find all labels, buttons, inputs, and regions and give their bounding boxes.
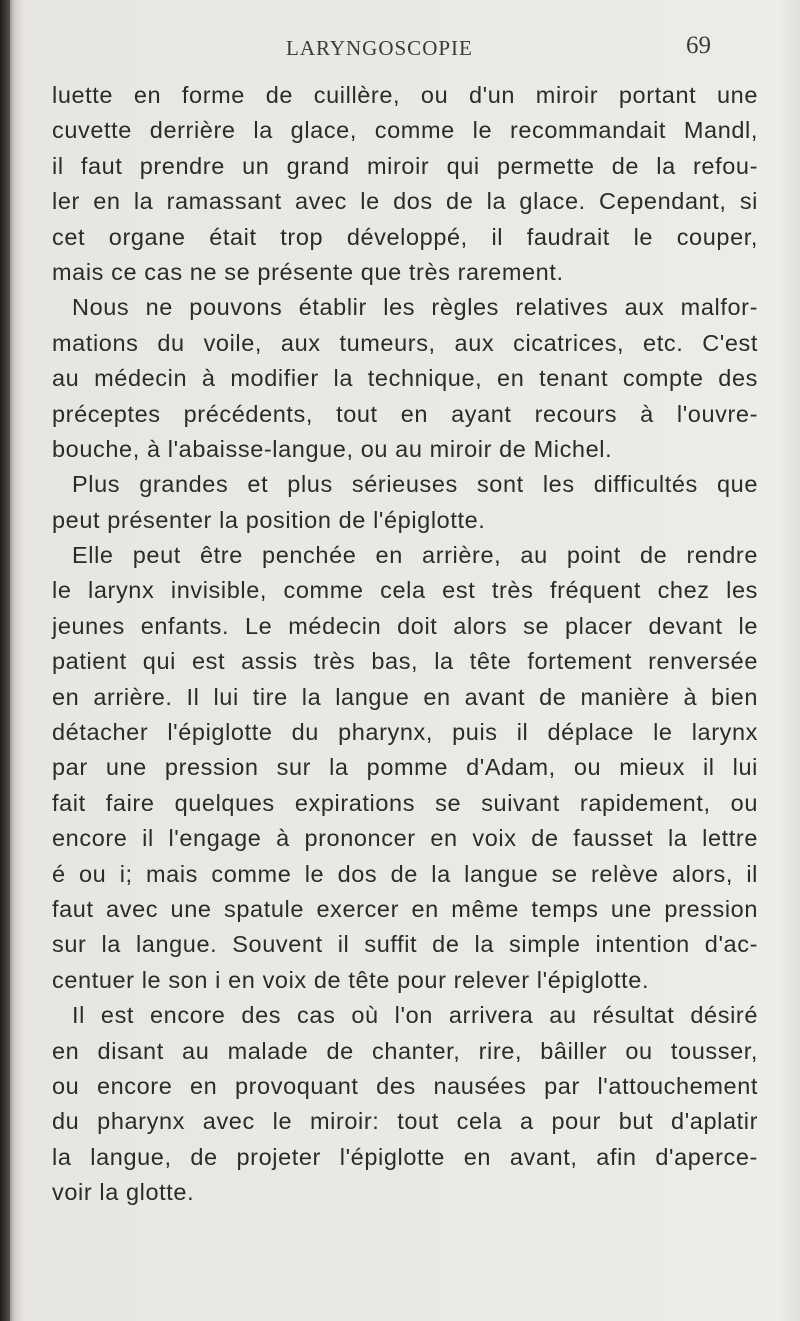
text-line: peut présenter la position de l'épiglotte. — [52, 506, 486, 533]
text-line: mations du voile, aux tumeurs, aux cicatrices, etc. C'est — [52, 329, 758, 356]
text-line: préceptes précédents, tout en ayant recours à l'ouvre- — [52, 400, 758, 427]
binding-edge — [0, 0, 10, 1321]
text-line: en arrière. Il lui tire la langue en avant de manière à bien — [52, 683, 758, 710]
text-line: encore il l'engage à prononcer en voix de fausset la lettre — [52, 825, 758, 852]
text-line: é ou i; mais comme le dos de la langue se relève alors, il — [52, 860, 758, 887]
text-line: ou encore en provoquant des nausées par l'attouchement — [52, 1072, 758, 1099]
text-line: Nous ne pouvons établir les règles relatives aux malfor- — [72, 294, 758, 321]
text-line: du pharynx avec le miroir: tout cela a pour but d'aplatir — [52, 1108, 758, 1135]
text-line: par une pression sur la pomme d'Adam, ou mieux il lui — [52, 754, 758, 781]
running-head: LARYNGOSCOPIE — [286, 36, 473, 60]
body-text — [52, 78, 758, 1211]
text-line: le larynx invisible, comme cela est très fréquent chez les — [52, 577, 758, 604]
text-line: au médecin à modifier la technique, en tenant compte des — [52, 365, 758, 392]
text-line: luette en forme de cuillère, ou d'un miroir portant une — [52, 82, 758, 108]
text-line: ler en la ramassant avec le dos de la glace. Cependant, si — [52, 188, 758, 215]
text-line: fait faire quelques expirations se suivant rapidement, ou — [52, 789, 758, 816]
text-line: Il est encore des cas où l'on arrivera au résultat désiré — [72, 1002, 758, 1029]
text-line: faut avec une spatule exercer en même temps une pression — [52, 895, 758, 922]
text-line: Plus grandes et plus sérieuses sont les difficultés que — [72, 471, 758, 498]
text-line: il faut prendre un grand miroir qui permette de la refou- — [52, 152, 758, 179]
text-line: mais ce cas ne se présente que très rarement. — [52, 258, 564, 285]
text-line: patient qui est assis très bas, la tête fortement renversée — [52, 648, 758, 675]
text-line: détacher l'épiglotte du pharynx, puis il déplace le larynx — [52, 719, 758, 746]
text-line: centuer le son i en voix de tête pour relever l'épiglotte. — [52, 966, 650, 993]
text-line: bouche, à l'abaisse-langue, ou au miroir de Michel. — [52, 435, 613, 462]
text-line: sur la langue. Souvent il suffit de la simple intention d'ac- — [52, 931, 758, 958]
text-line: jeunes enfants. Le médecin doit alors se placer devant le — [52, 612, 758, 639]
text-line: cuvette derrière la glace, comme le recommandait Mandl, — [52, 117, 758, 144]
text-line: voir la glotte. — [52, 1179, 195, 1206]
text-line: la langue, de projeter l'épiglotte en avant, afin d'aperce- — [52, 1143, 758, 1170]
text-line: cet organe était trop développé, il faudrait le couper, — [52, 223, 758, 250]
page-number: 69 — [686, 32, 711, 59]
text-line: Elle peut être penchée en arrière, au point de rendre — [72, 542, 758, 569]
text-line: en disant au malade de chanter, rire, bâiller ou tousser, — [52, 1037, 758, 1064]
page-shadow — [780, 0, 800, 1321]
